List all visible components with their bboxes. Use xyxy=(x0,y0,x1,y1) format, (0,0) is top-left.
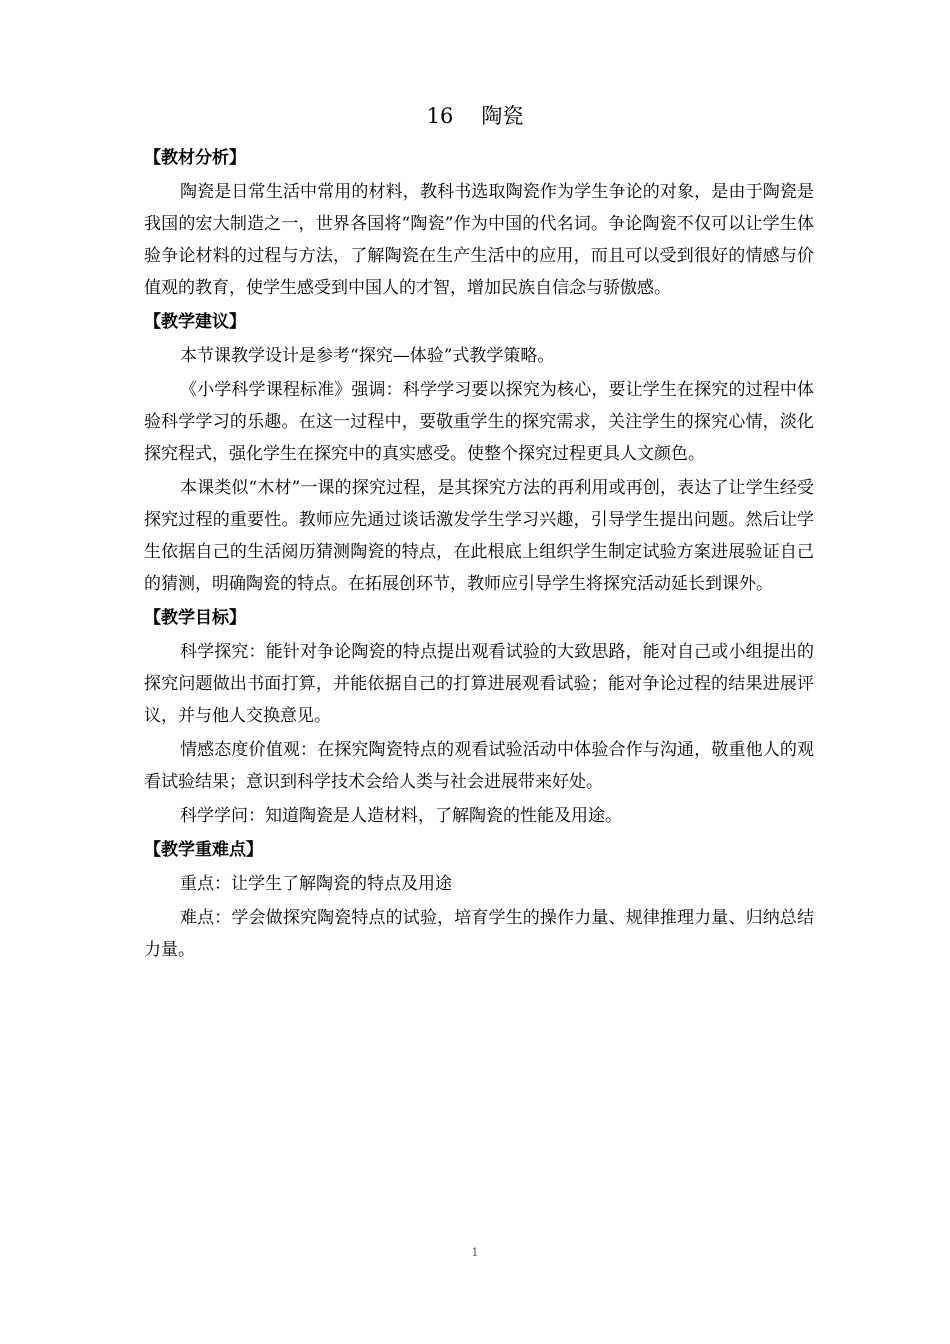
page-number: 1 xyxy=(471,1246,479,1259)
paragraph: 难点：学会做探究陶瓷特点的试验，培育学生的操作力量、规律推理力量、归纳总结力量。 xyxy=(144,908,814,960)
section-textbook-analysis xyxy=(144,142,814,304)
section-heading: 【教学重难点】 xyxy=(144,840,263,860)
paragraph: 重点：让学生了解陶瓷的特点及用途 xyxy=(180,874,452,894)
paragraph: 情感态度价值观：在探究陶瓷特点的观看试验活动中体验合作与沟通，敬重他人的观看试验结果；意识到科学技术会给人类与社会进展带来好处。 xyxy=(144,740,814,792)
section-heading: 【教材分析】 xyxy=(144,148,246,168)
paragraph: 本课类似“木材”一课的探究过程，是其探究方法的再利用或再创，表达了让学生经受探究过程的重要性。教师应先通过谈话激发学生学习兴趣，引导学生提出问题。然后让学生依据自己的生活阅历猜测陶瓷的特点，在此根底上组织学生制定试验方案进展验证自己的猜测，明确陶瓷的特点。在拓展创环节，教师应引导学生将探究活动延长到课外。 xyxy=(144,478,814,594)
lesson-number: 16 xyxy=(426,104,454,128)
paragraph: 本节课教学设计是参考“探究—体验”式教学策略。 xyxy=(180,346,555,366)
section-teaching-objectives xyxy=(144,602,814,832)
lesson-title: 陶瓷 xyxy=(481,104,524,128)
section-heading: 【教学建议】 xyxy=(144,312,246,332)
section-teaching-suggestions xyxy=(144,306,814,600)
document-body xyxy=(144,142,814,968)
paragraph: 科学学问：知道陶瓷是人造材料，了解陶瓷的性能及用途。 xyxy=(180,806,622,826)
page-title xyxy=(0,100,950,132)
paragraph: 《小学科学课程标准》强调：科学学习要以探究为核心，要让学生在探究的过程中体验科学学习的乐趣。在这一过程中，要敬重学生的探究需求，关注学生的探究心情，淡化探究程式，强化学生在探究中的真实感受。使整个探究过程更具人文颜色。 xyxy=(144,380,814,464)
paragraph: 陶瓷是日常生活中常用的材料，教科书选取陶瓷作为学生争论的对象，是由于陶瓷是我国的宏大制造之一，世界各国将“陶瓷”作为中国的代名词。争论陶瓷不仅可以让学生体验争论材料的过程与方法，了解陶瓷在生产生活中的应用，而且可以受到很好的情感与价值观的教育，使学生感受到中国人的才智，增加民族自信念与骄傲感。 xyxy=(144,182,814,298)
section-heading: 【教学目标】 xyxy=(144,608,246,628)
section-key-difficult-points xyxy=(144,834,814,966)
paragraph: 科学探究：能针对争论陶瓷的特点提出观看试验的大致思路，能对自己或小组提出的探究问题做出书面打算，并能依据自己的打算进展观看试验；能对争论过程的结果进展评议，并与他人交换意见。 xyxy=(144,642,814,726)
